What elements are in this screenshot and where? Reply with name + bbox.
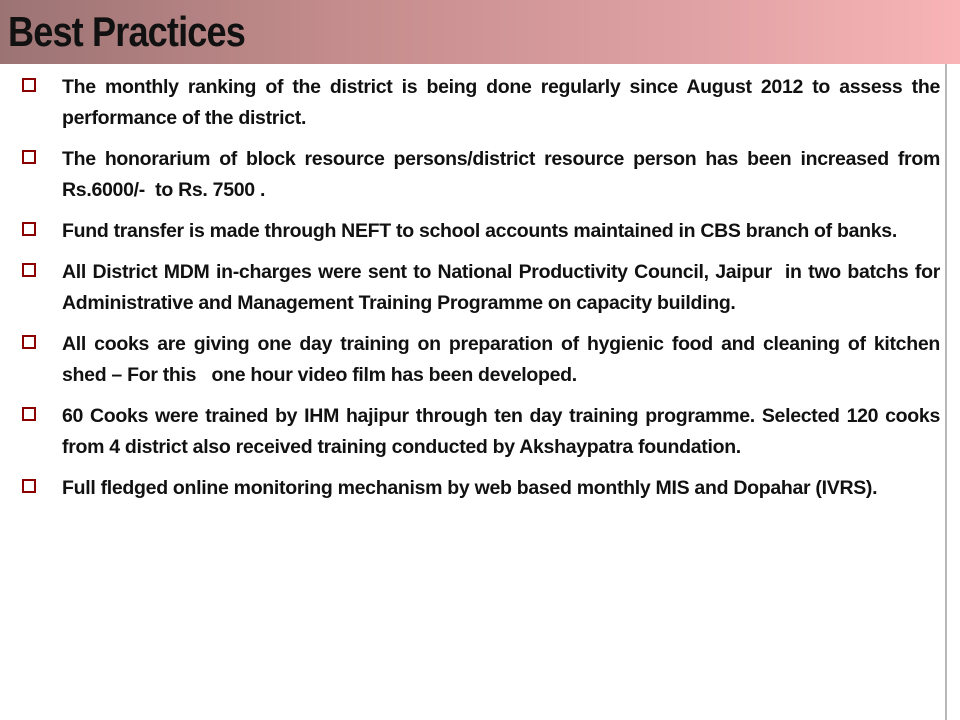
bullet-list (20, 72, 946, 514)
list-item (20, 473, 940, 504)
hollow-square-bullet-icon (22, 335, 36, 349)
hollow-square-bullet-icon (22, 263, 36, 277)
bullet-text: The monthly ranking of the district is being done regularly since August 2012 to assess the performance of the district. (62, 76, 946, 129)
hollow-square-bullet-icon (22, 222, 36, 236)
bullet-text: Fund transfer is made through NEFT to school accounts maintained in CBS branch of banks. (62, 220, 897, 242)
bullet-text: Full fledged online monitoring mechanism by web based monthly MIS and Dopahar (IVRS). (62, 477, 878, 499)
hollow-square-bullet-icon (22, 150, 36, 164)
list-item (20, 401, 946, 463)
bullet-text: The honorarium of block resource persons/district resource person has been increased from Rs.6000/- to Rs. 7500 . (62, 148, 946, 201)
slide-title: Best Practices (8, 8, 245, 55)
title-bar (0, 0, 960, 64)
bullet-text: 60 Cooks were trained by IHM hajipur through ten day training programme. Selected 120 cooks from 4 district also received training conducted by Akshaypatra foundation. (62, 405, 946, 458)
bullet-text: All cooks are giving one day training on preparation of hygienic food and cleaning of kitchen shed – For this one hour video film has been developed. (62, 333, 946, 386)
right-divider (945, 64, 947, 720)
list-item (20, 216, 940, 247)
bullet-text: All District MDM in-charges were sent to National Productivity Council, Jaipur in two batchs for Administrative and Management Training Programme on capacity building. (62, 261, 945, 314)
list-item (20, 144, 946, 206)
hollow-square-bullet-icon (22, 78, 36, 92)
list-item (20, 329, 946, 391)
list-item (20, 257, 945, 319)
hollow-square-bullet-icon (22, 479, 36, 493)
list-item (20, 72, 946, 134)
hollow-square-bullet-icon (22, 407, 36, 421)
